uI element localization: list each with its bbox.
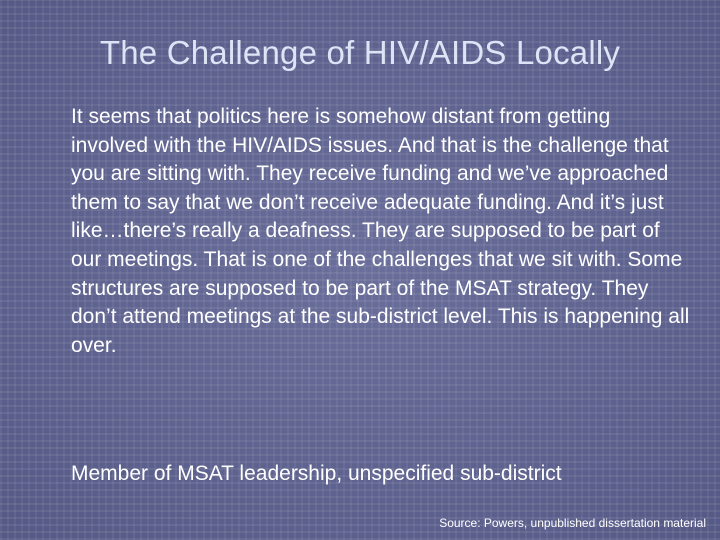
quote-text: It seems that politics here is somehow distant from getting involved with the HIV/AIDS issues. And that is the challenge that you are sitting with. They receive funding and we’ve approached them to say that we don’t receive adequate funding. And it’s just like…there’s really a deafness. They are supposed to be part of our meetings. That is one of the challenges that we sit with. Some structures are supposed to be part of the MSAT strategy. They don’t attend meetings at the sub-district level. This is happening all over. bbox=[71, 105, 690, 357]
source-citation: Source: Powers, unpublished dissertation material bbox=[439, 516, 706, 530]
slide-title: The Challenge of HIV/AIDS Locally bbox=[99, 34, 621, 71]
quote-attribution: Member of MSAT leadership, unspecified sub-district bbox=[71, 462, 562, 485]
